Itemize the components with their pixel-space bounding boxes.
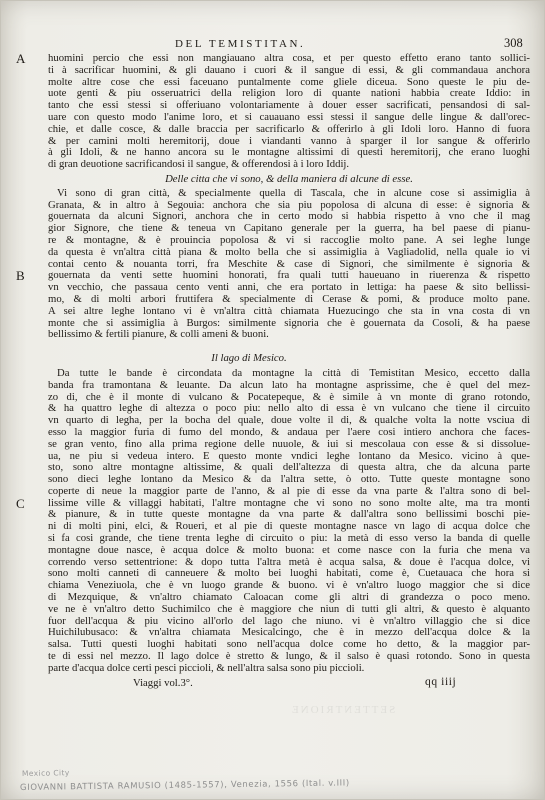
text-line: zo di, che è il monte di vulcano & Pocatepeque, & è simile à vn monte di grano rotondo, xyxy=(48,390,530,403)
text-line: re & montagne, & è prouincia popolosa & vi si raccoglie molto pane. A sei leghe lunge xyxy=(48,233,530,246)
text-line: da questa è vn'altra città piana & molto bella che si assimiglia à Vagliadolid, nella quale io vi xyxy=(48,245,530,258)
text-line: montagne doue nasce, è acqua dolce & molto buona: et come nasce con la furia che mena va xyxy=(48,543,530,556)
text-line: & pianure, & in tutte queste montagne da vna parte & dall'altra sono bellissimi boschi pie- xyxy=(48,508,530,521)
text-line: & per camini molti heremitorij, doue i viandanti vanno à sparger il lor sangue & offerirlo xyxy=(48,134,530,147)
text-line: chie, et dalle cosce, & dalle braccia per sacrificarlo & offerirlo à gli Idoli loro. Hanno di fuora xyxy=(48,122,530,135)
text-line: tanto che essi stessi si offeriuano volontariamente à douer esser sacrificati, pensandosi di sal- xyxy=(48,99,530,112)
text-line: mo, & di molti arbori fruttifera & specialmente di Cerase & pomi, & produce molto pane. xyxy=(48,292,530,305)
text-line: & ha quattro leghe di altezza o poco piu: nello alto di essa è vn vulcano che tiene il circuito xyxy=(48,402,530,415)
text-line: correndo verso settentrione: & dopo tutta l'altra metà è acqua salsa, & doue è l'acqua dolce, vi xyxy=(48,555,530,568)
text-line: sono dieci leghe lontano da Mesico & da l'altra sette, ò otto. Tutte queste montagne sono xyxy=(48,473,530,486)
text-line: chiama Veneziuola, che è vn luogo grande & buono. vi è vn'altro luogo maggior che si dice xyxy=(48,579,530,592)
text-line: ua, ne piu si vedeua intero. E questo monte vndici leghe lontano da Mesico. vicino à que- xyxy=(48,449,530,462)
text-line: parte d'acqua dolce certi pesci piccioli, & nell'altra salsa sono piu piccioli. xyxy=(48,661,365,674)
text-line: di Mezquique, & vn'altro chiamato Caloacan come gli altri di grandezza o poco meno. xyxy=(48,591,530,604)
page-footer xyxy=(48,675,530,692)
bleed-through-text: SETTENTRIONE xyxy=(290,704,396,716)
handwritten-note: GIOVANNI BATTISTA RAMUSIO (1485-1557), Venezia, 1556 (Ital. v.III) xyxy=(19,778,350,793)
text-line: ve ne è vn'altro detto Suchimilco che è maggiore che niun di tutti gli altri, & questo è alquanto xyxy=(48,602,530,615)
text-line: monte che si assimiglia à Burgos: similmente signoria che è gouernata da Cosoli, & ha paese xyxy=(48,316,530,329)
text-line: sto, sono altre montagne altissime, & quali dell'altezza di questa altra, che da alcuna parte xyxy=(48,461,530,474)
text-line: gouernata da alcuni Signori, anchora che in certo modo si habbia rispetto à vno che il mag xyxy=(48,210,530,223)
handwritten-note: Mexico City xyxy=(21,768,70,778)
text-line: salsa. Tutti questi luoghi habitati sono nell'acqua dolce come ho detto, & la maggior par- xyxy=(48,638,530,651)
text-line: contai cento & nouanta torri, fra Meschite & case di Signori, che similmente è signoria & xyxy=(48,257,530,270)
running-head-title: DEL TEMISTITAN. xyxy=(175,38,306,50)
text-line-with-margin-letter xyxy=(16,268,530,284)
text-line: esso la maggior furia di fumo del mondo, & andaua per l'aere cosi intiero anchora che faces- xyxy=(48,425,530,438)
text-line: gouernata da venti sette huomini honorati, fra quali tutti haueuano in riuerenza & rispetto xyxy=(48,269,530,282)
text-line: sono molti canneti di canneuere & molto bei luoghi habitati, come è, Cuetauaca che hora si xyxy=(48,567,530,580)
section-heading: Delle citta che vi sono, & della maniera di alcune di esse. xyxy=(165,172,413,185)
text-line: A sei altre leghe lontano vi è vn'altra città chiamata Huezucingo che sta in vna costa di vn xyxy=(48,304,530,317)
text-line-with-margin-letter xyxy=(16,51,530,66)
text-line: Granata, & in altro à Segouia: anchora che sia piu popolosa di alcuna di esse: è signoria & xyxy=(48,198,530,211)
text-line: Da tutte le bande è circondata da montagne la città di Temistitan Mesico, eccetto dalla xyxy=(57,366,530,379)
paragraph xyxy=(16,51,530,171)
text-line: te di essi nel mezzo. Il lago dolce è stretto & lungo, & il salso è quasi rotondo. Sono in questa xyxy=(48,650,530,663)
text-line-with-margin-letter xyxy=(16,495,530,511)
text-line: uare con questo modo l'anime loro, et si cauauano essi stessi il sangue delle lingue & dall'orec- xyxy=(48,110,530,123)
text-line: huomini percio che essi non mangiauano altra cosa, et per questo effetto erano tanto sollici- xyxy=(48,52,530,64)
text-line: gior Signore, che tiene & teneua vn Capitano generale per la guerra, ha bel paese di pianu- xyxy=(48,222,530,235)
page-number: 308 xyxy=(504,36,523,50)
section-heading: Il lago di Mesico. xyxy=(211,352,287,365)
text-line: ti à sacrificar huomini, & gli dauano i cuori & il sangue di essi, & gli commandaua anchora xyxy=(48,63,530,76)
margin-letter-b: B xyxy=(16,268,25,284)
text-line: fuor dell'acqua & piu vicino all'orlo del lago che niuno. vi è vn'altro villaggio che si dice xyxy=(48,614,530,627)
signature-mark: qq iiij xyxy=(425,675,457,688)
text-line: vn vecchio, che passaua cento venti anni, che era portato in lettiga: ha paese & sito bellissi- xyxy=(48,281,530,294)
text-line: banda fra tramontana & leuante. Da alcun lato ha montagne asprissime, che è quel del mez- xyxy=(48,378,530,391)
text-line: Vi sono di gran città, & specialmente quella di Tascala, che in alcune cose si assimiglia à xyxy=(57,186,530,199)
text-line: coperte di neue la maggior parte de l'anno, & al pie di esse da vna parte & l'altra sono di bel- xyxy=(48,484,530,497)
volume-label: Viaggi vol.3°. xyxy=(133,676,193,689)
text-line: uote genti & piu osseruatrici della religion loro di quante nationi habbia create Iddio: in xyxy=(48,87,530,100)
text-line: à gli Idoli, & ne hanno ancora su le montagne altissimi di questi heremitorij, che erano luoghi xyxy=(48,146,530,159)
text-line: se gran vento, fino alla prima regione delle nuuole, & iui si mescolaua con esse & si dissolue- xyxy=(48,437,530,450)
text-line: ni di molti pini, elci, & Roueri, et al pie di queste montagne nasce vn lago di acqua dolce che xyxy=(48,520,530,533)
text-line: lissime ville & villaggi habitati, l'altre montagne che vi sono no sono molte alte, ma tra monti xyxy=(48,496,530,509)
text-line: si fa cosi grande, che tiene trenta leghe di circuito o piu: la metà di esso verso la banda di quelle xyxy=(48,532,530,545)
margin-letter-c: C xyxy=(16,495,25,511)
text-line: bellissimo & fertili pianure, & colli ameni & buoni. xyxy=(48,328,269,341)
paragraph xyxy=(16,366,530,675)
text-line: di gran deuotione sacrificandosi il sangue, & offerendosi à i loro Iddij. xyxy=(48,158,350,171)
text-line: molte altre cose che essi faceuano puntalmente come gliele diceua. Sono queste le piu de- xyxy=(48,75,530,88)
text-line: Huichilubusaco: & vn'altra chiamata Mesicalcingo, che è in mezzo dell'acqua dolce & la xyxy=(48,626,530,639)
text-line: vn quarto di legha, per la bocha del quale, doue volte il di, & qualche volta la notte vsciua di xyxy=(48,414,530,427)
text-block xyxy=(16,51,530,692)
margin-letter-a: A xyxy=(16,51,26,66)
paragraph xyxy=(16,186,530,341)
